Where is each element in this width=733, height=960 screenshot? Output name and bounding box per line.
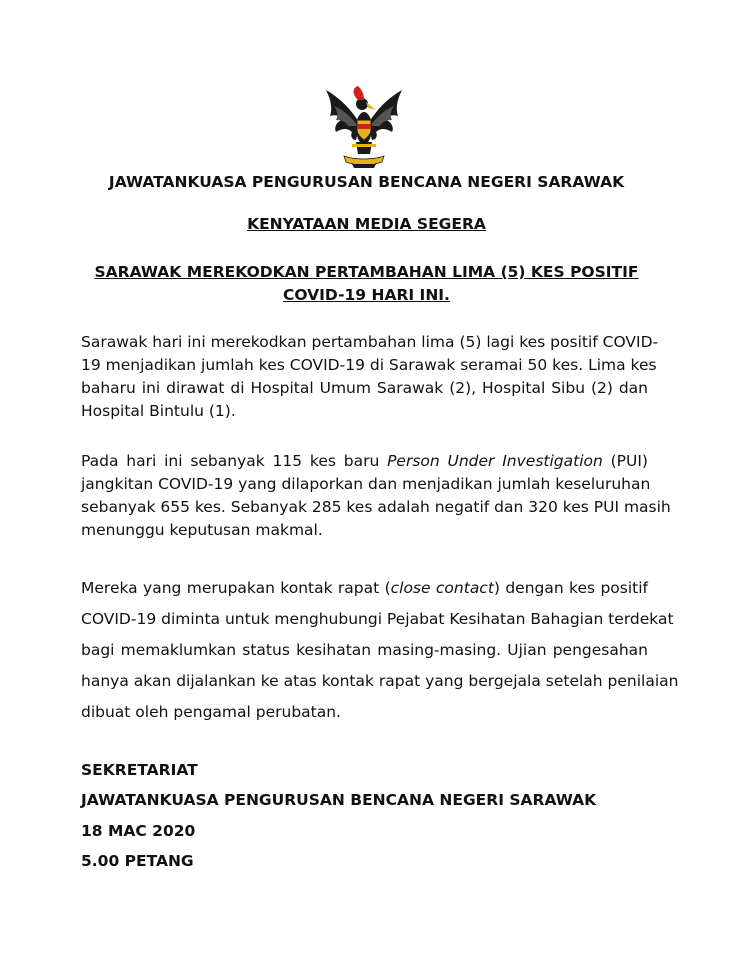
paragraph-2 — [81, 450, 671, 542]
text: ) dengan kes positif — [493, 579, 648, 597]
paragraph-3-line: bagi memaklumkan status kesihatan masing-masing. Ujian pengesahan — [81, 641, 648, 659]
headline-line-2: COVID-19 HARI INI. — [283, 286, 450, 304]
headline-line-1: SARAWAK MEREKODKAN PERTAMBAHAN LIMA (5) KES POSITIF — [94, 263, 639, 281]
paragraph-3-line — [81, 573, 648, 604]
paragraph-1 — [81, 331, 659, 423]
paragraph-2-line: jangkitan COVID-19 yang dilaporkan dan menjadikan jumlah keseluruhan — [81, 475, 651, 493]
paragraph-3-line: dibuat oleh pengamal perubatan. — [81, 703, 341, 721]
paragraph-1-line: baharu ini dirawat di Hospital Umum Sarawak (2), Hospital Sibu (2) dan — [81, 379, 648, 397]
paragraph-2-line — [81, 450, 648, 473]
headline — [40, 261, 693, 307]
signature-time: 5.00 PETANG — [81, 852, 194, 870]
paragraph-3-line: COVID-19 diminta untuk menghubungi Pejabat Kesihatan Bahagian terdekat — [81, 610, 674, 628]
paragraph-3 — [81, 573, 679, 728]
signature-secretariat: SEKRETARIAT — [81, 761, 198, 779]
signature-organization: JAWATANKUASA PENGURUSAN BENCANA NEGERI SARAWAK — [81, 791, 597, 809]
paragraph-1-line: Hospital Bintulu (1). — [81, 402, 236, 420]
sarawak-hornbill-crest-icon — [322, 80, 406, 170]
text: Mereka yang merupakan kontak rapat ( — [81, 579, 391, 597]
organization-heading: JAWATANKUASA PENGURUSAN BENCANA NEGERI SARAWAK — [108, 173, 625, 191]
italic-term: Person Under Investigation — [387, 452, 603, 470]
paragraph-3-line: hanya akan dijalankan ke atas kontak rapat yang bergejala setelah penilaian — [81, 672, 679, 690]
text: (PUI) — [602, 452, 648, 470]
paragraph-1-line: 19 menjadikan jumlah kes COVID-19 di Sarawak seramai 50 kes. Lima kes — [81, 356, 657, 374]
paragraph-2-line: menunggu keputusan makmal. — [81, 521, 323, 539]
statement-type-heading: KENYATAAN MEDIA SEGERA — [247, 215, 486, 233]
paragraph-1-line: Sarawak hari ini merekodkan pertambahan lima (5) lagi kes positif COVID- — [81, 333, 659, 351]
statement-type-wrapper — [40, 214, 693, 235]
italic-term: close contact — [390, 579, 494, 597]
text: Pada hari ini sebanyak 115 kes baru — [81, 452, 388, 470]
signature-date: 18 MAC 2020 — [81, 822, 196, 840]
paragraph-2-line: sebanyak 655 kes. Sebanyak 285 kes adalah negatif dan 320 kes PUI masih — [81, 498, 671, 516]
